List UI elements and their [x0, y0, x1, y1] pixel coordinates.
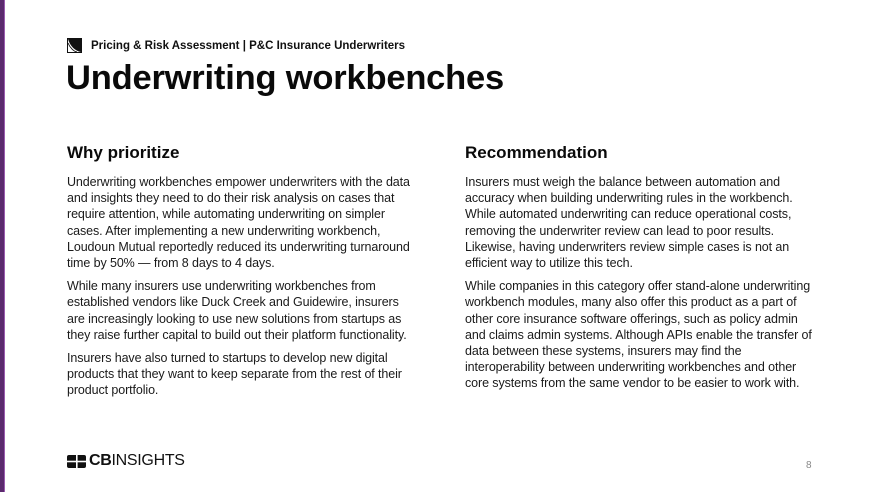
recommendation-section: [465, 143, 815, 399]
page-title: Underwriting workbenches: [66, 59, 505, 97]
paragraph: Insurers have also turned to startups to develop new digital products that they want to keep separate from the rest of their product portfolio.: [67, 351, 402, 398]
paragraph: While companies in this category offer stand-alone underwriting workbench modules, many also offer this product as a part of other core insurance software offerings, such as policy admin and claims admin systems. Although APIs enable the transfer of data between these systems, insurers may find the interoperability between underwriting workbenches and other core systems from the same vendor to be easier to work with.: [465, 279, 812, 391]
logo-text-light: INSIGHTS: [111, 452, 185, 469]
accent-bar: [0, 0, 5, 492]
paragraph: While many insurers use underwriting workbenches from established vendors like Duck Creek and Guidewire, insurers are increasingly looking to use new solutions from startups as they raise further capital to build out their platform functionality.: [67, 279, 407, 342]
section-heading: Recommendation: [465, 143, 608, 162]
page-number: 8: [806, 460, 812, 471]
paragraph: Insurers must weigh the balance between automation and accuracy when building underwriting rules in the workbench. While automated underwriting can reduce operational costs, removing the underwriter review can lead to poor results. Likewise, having underwriters review simple cases is not an efficient way to utilize this tech.: [465, 175, 793, 271]
why-prioritize-section: [67, 143, 417, 406]
section-heading: Why prioritize: [67, 143, 180, 162]
breadcrumb-text: Pricing & Risk Assessment | P&C Insurance Underwriters: [91, 39, 406, 52]
logo-wordmark: [89, 453, 185, 469]
breadcrumb: [67, 38, 405, 53]
paragraph: Underwriting workbenches empower underwriters with the data and insights they need to do their risk analysis on cases that require attention, while automating underwriting on simpler cases. After implementing a new underwriting workbench, Loudoun Mutual reportedly reduced its underwriting turnaround time by 50% — from 8 days to 4 days.: [67, 175, 410, 271]
category-icon: [67, 38, 82, 53]
cb-insights-logo-icon: [67, 455, 86, 468]
logo-text-bold: CB: [89, 452, 112, 469]
cb-insights-logo: [67, 453, 185, 469]
